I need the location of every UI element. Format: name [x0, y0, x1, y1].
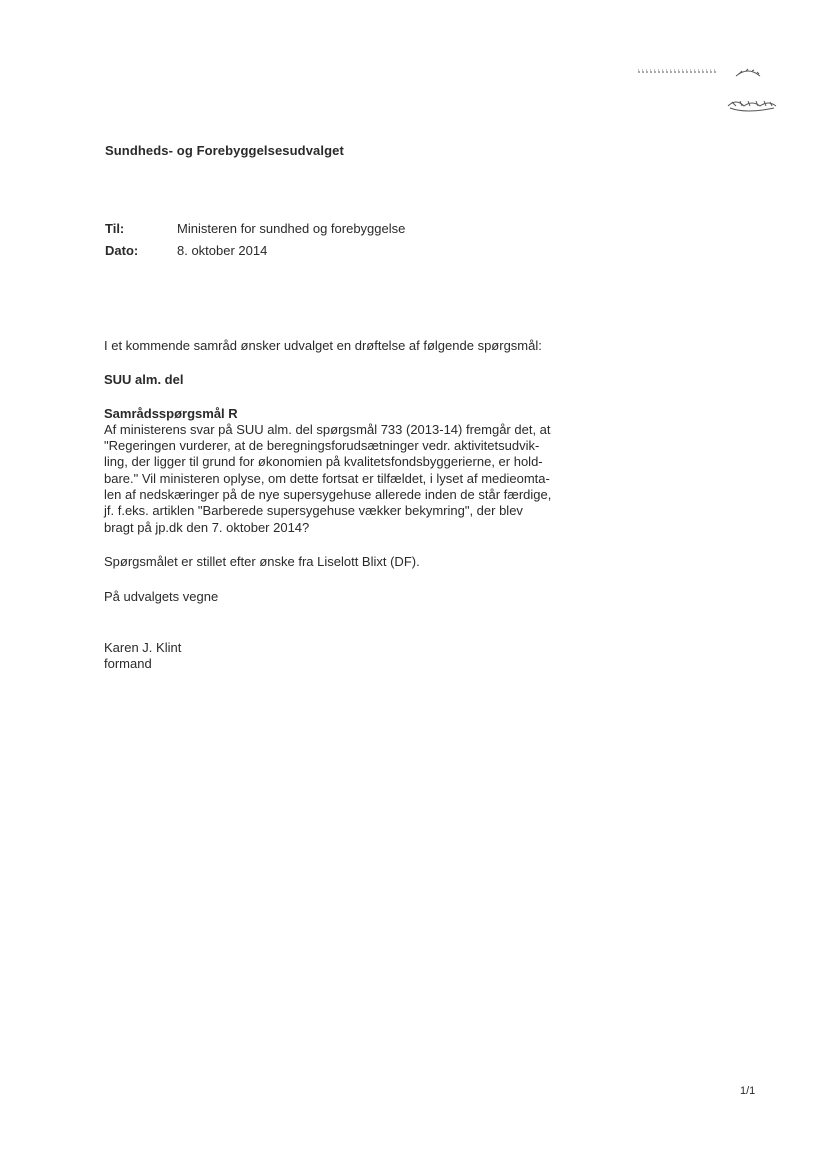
- date-value: 8. oktober 2014: [177, 243, 268, 258]
- to-value: Ministeren for sundhed og forebyggelse: [177, 221, 406, 236]
- page-number: 1/1: [740, 1085, 756, 1097]
- to-label: Til:: [105, 221, 125, 236]
- question-line: ling, der ligger til grund for økonomien på kvalitetsfondsbyggerierne, er hold-: [104, 454, 543, 470]
- question-text: [104, 422, 574, 536]
- date-label: Dato:: [105, 243, 139, 258]
- question-title: Samrådsspørgsmål R: [104, 405, 238, 421]
- letter-body: [104, 338, 574, 672]
- question-line: bare." Vil ministeren oplyse, om dette fortsat er tilfældet, i lyset af medieomta-: [104, 470, 550, 486]
- del-label: SUU alm. del: [104, 372, 184, 388]
- committee-name: Sundheds- og Forebyggelsesudvalget: [105, 143, 344, 158]
- meta-row-to: [105, 218, 405, 240]
- signer-name: Karen J. Klint: [104, 639, 182, 655]
- on-behalf: På udvalgets vegne: [104, 589, 219, 605]
- asked-by: Spørgsmålet er stillet efter ønske fra Liselott Blixt (DF).: [104, 553, 420, 569]
- folketinget-logo: [636, 62, 786, 114]
- question-line: jf. f.eks. artiklen "Barberede supersygehuse vækker bekymring", der blev: [104, 503, 523, 519]
- question-line: bragt på jp.dk den 7. oktober 2014?: [104, 519, 310, 535]
- intro-paragraph: I et kommende samråd ønsker udvalget en drøftelse af følgende spørgsmål:: [104, 338, 542, 353]
- question-line: len af nedskæringer på de nye supersygehuse allerede inden de står færdige,: [104, 487, 552, 503]
- question-line: "Regeringen vurderer, at de beregningsforudsætninger vedr. aktivitetsudvik-: [104, 438, 540, 454]
- question-line: Af ministerens svar på SUU alm. del spørgsmål 733 (2013-14) fremgår det, at: [104, 421, 551, 437]
- letter-meta: [105, 218, 405, 262]
- signer-role: formand: [104, 655, 152, 671]
- meta-row-date: [105, 240, 405, 262]
